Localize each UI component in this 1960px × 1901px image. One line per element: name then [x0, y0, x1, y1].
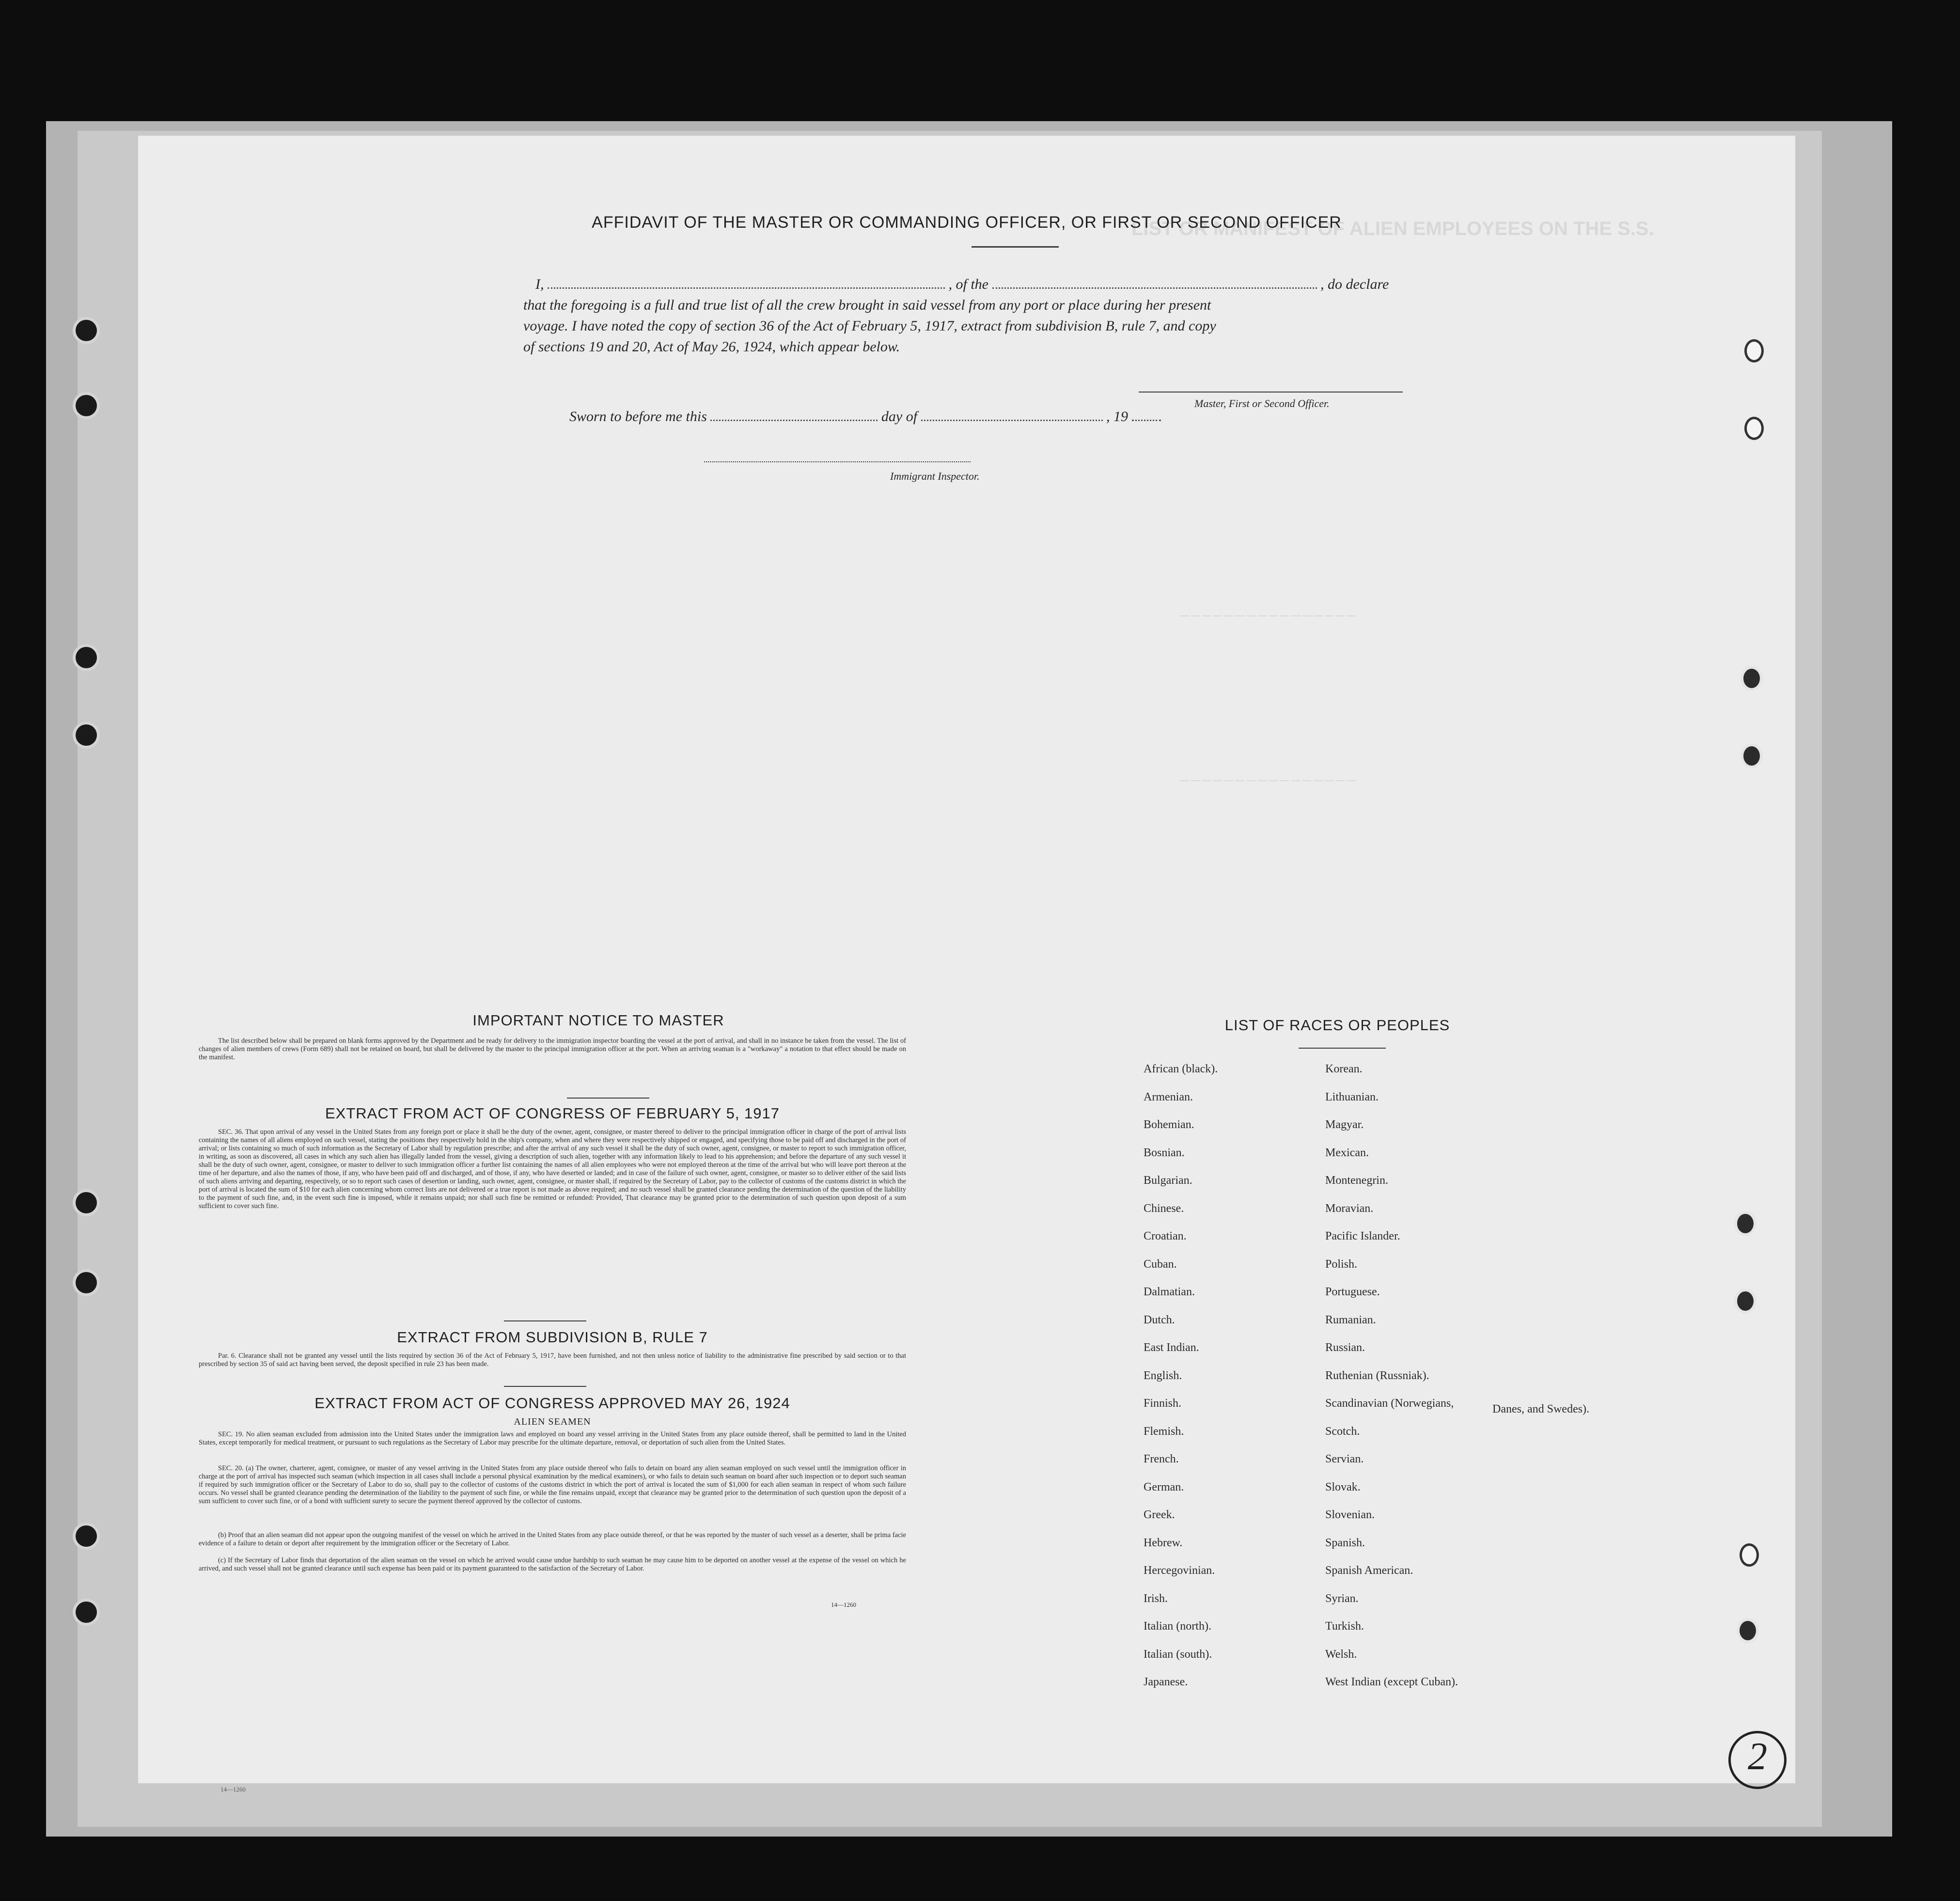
- race-item: Armenian.: [1144, 1090, 1193, 1103]
- race-item: Greek.: [1144, 1508, 1175, 1521]
- punch-hole: [1737, 1291, 1754, 1311]
- race-item: Welsh.: [1325, 1648, 1357, 1661]
- race-item: Japanese.: [1144, 1676, 1188, 1688]
- race-item: Finnish.: [1144, 1397, 1182, 1410]
- title-rule: [972, 246, 1059, 248]
- declarant-name-field[interactable]: [548, 283, 945, 289]
- punch-hole: [1737, 1214, 1754, 1233]
- sworn-line: [569, 408, 1161, 425]
- of-the-label: , of the: [948, 276, 988, 292]
- race-item: East Indian.: [1144, 1341, 1199, 1354]
- extract-rule7-text: Par. 6. Clearance shall not be granted any vessel until the lists required by section 36 of the Act of February 5, 1917, have been furnished, and not then unless notice of liability to the administrative fine prescribed by said section or to that prescribed by section 35 of said act having been served, the deposit specified in rule 23 has been made.: [199, 1352, 906, 1368]
- race-item: Rumanian.: [1325, 1313, 1376, 1326]
- extract-rule7-title: EXTRACT FROM SUBDIVISION B, RULE 7: [397, 1329, 708, 1346]
- vessel-field[interactable]: [992, 283, 1317, 289]
- race-item: Korean.: [1325, 1063, 1363, 1075]
- race-item: English.: [1144, 1369, 1182, 1382]
- section-rule: [504, 1386, 586, 1387]
- master-signature-line[interactable]: [1139, 392, 1403, 393]
- race-item: German.: [1144, 1480, 1184, 1493]
- punch-hole: [1743, 746, 1760, 766]
- affidavit-title: AFFIDAVIT OF THE MASTER OR COMMANDING OFFICER, OR FIRST OR SECOND OFFICER: [592, 213, 1342, 232]
- race-item: Portuguese.: [1325, 1286, 1380, 1298]
- race-item: Slovenian.: [1325, 1508, 1375, 1521]
- race-item: Bosnian.: [1144, 1146, 1185, 1159]
- race-item: Russian.: [1325, 1341, 1365, 1354]
- do-declare-label: , do declare: [1320, 276, 1389, 292]
- extract-1917-text: SEC. 36. That upon arrival of any vessel in the United States from any foreign port or place it shall be the duty of the owner, agent, consignee, or master thereof to deliver to the principal immigration officer in charge of the port of arrival lists containing the names of all aliens employed on such vessel, stating the positions they respectively hold in the ship's company, when and where they were respectively shipped or engaged, and specifying those to be paid off and discharged in the port of arrival; or lists containing so much of such information as the Secretary of Labor shall by regulation prescribe; and after the arrival of any such vessel it shall be the duty of such owner, agent, consignee, or master to report to such immigration officer, in writing, as soon as discovered, all cases in which any such alien has illegally landed from the vessel, giving a description of such alien, together with any information likely to lead to his apprehension; and before the departure of any such vessel it shall be the duty of such owner, agent, consignee, or master to deliver to such immigration officer a further list containing the names of all alien employees who were not employed thereon at the time of the arrival but who will leave port thereon at the time of her departure, and also the names of those, if any, who have been paid off and discharged, and of those, if any, who have deserted or landed; and in case of the failure of such owner, agent, consignee, or master so to deliver either of the said lists of such aliens arriving and departing, respectively, or so to report such cases of desertion or landing, such owner, agent, consignee, or master shall, if required by the Secretary of Labor, pay to the collector of customs of the customs district in which the port of arrival is located the sum of $10 for each alien concerning whom correct lists are not delivered or a true report is not made as above required; and no such vessel shall be granted clearance pending the determination of the question of the liability to the payment of such fine, and, in the event such fine is imposed, while it remains unpaid; nor shall such fine be remitted or refunded: Provided, That clearance may be granted prior to the determination of such question upon deposit of a sum sufficient to cover such fine.: [199, 1128, 906, 1210]
- declaration-line: [535, 276, 1568, 293]
- race-item: Montenegrin.: [1325, 1174, 1388, 1187]
- punch-hole: [1743, 669, 1760, 688]
- binder-hole: [76, 1272, 97, 1293]
- declarant-prefix: I,: [535, 276, 544, 292]
- inspector-label: Immigrant Inspector.: [890, 470, 980, 482]
- race-item: Italian (south).: [1144, 1648, 1212, 1661]
- race-item: Scandinavian (Norwegians,: [1325, 1397, 1454, 1410]
- race-item: Moravian.: [1325, 1202, 1374, 1215]
- race-item: West Indian (except Cuban).: [1325, 1676, 1458, 1688]
- binder-hole: [76, 724, 97, 746]
- race-item: Turkish.: [1325, 1620, 1364, 1633]
- race-item: Pacific Islander.: [1325, 1230, 1400, 1242]
- race-item: Polish.: [1325, 1257, 1358, 1271]
- race-item: Dalmatian.: [1144, 1286, 1195, 1298]
- inspector-signature-line[interactable]: [704, 461, 971, 462]
- binder-hole: [76, 320, 97, 341]
- race-item: African (black).: [1144, 1063, 1218, 1075]
- form-number: 14—1260: [831, 1601, 856, 1608]
- affidavit-body-line: of sections 19 and 20, Act of May 26, 1924, which appear below.: [523, 339, 900, 355]
- section-rule: [567, 1098, 649, 1099]
- race-item: Hercegovinian.: [1144, 1564, 1215, 1577]
- race-item: Lithuanian.: [1325, 1090, 1379, 1103]
- race-item: Spanish.: [1325, 1536, 1365, 1549]
- race-item: Syrian.: [1325, 1592, 1359, 1605]
- alien-seamen-subtitle: ALIEN SEAMEN: [514, 1416, 591, 1427]
- document-page: [138, 136, 1795, 1783]
- race-item: Irish.: [1144, 1592, 1168, 1605]
- race-item: French.: [1144, 1453, 1179, 1465]
- race-item: Dutch.: [1144, 1313, 1175, 1326]
- race-item: Italian (north).: [1144, 1620, 1211, 1633]
- race-item: Bohemian.: [1144, 1118, 1194, 1131]
- binder-hole: [76, 1602, 97, 1623]
- master-signature-label: Master, First or Second Officer.: [1194, 397, 1330, 409]
- race-item: Spanish American.: [1325, 1564, 1413, 1577]
- extract-1924-para: SEC. 19. No alien seaman excluded from admission into the United States under the immigration laws and employed on board any vessel arriving in the United States from any place outside thereof, shall be permitted to land in the United States, except temporarily for medical treatment, or pursuant to such regulations as the Secretary of Labor may prescribe for the ultimate departure, removal, or deportation of such alien from the United States.: [199, 1430, 906, 1446]
- races-title: LIST OF RACES OR PEOPLES: [1224, 1017, 1450, 1034]
- race-item: Servian.: [1325, 1453, 1364, 1465]
- affidavit-body-line: voyage. I have noted the copy of section 36 of the Act of February 5, 1917, extract from subdivision B, rule 7, and copy: [523, 318, 1216, 334]
- race-item: Bulgarian.: [1144, 1174, 1192, 1187]
- notice-text: The list described below shall be prepared on blank forms approved by the Department and be ready for delivery to the immigration inspector boarding the vessel at the port of arrival, and shall in no instance be taken from the vessel. The list of changes of alien members of crews (Form 689) shall not be retained on board, but shall be delivered by the master to the principal immigration officer at the port. When an arriving seaman is a "workaway" a notation to that effect should be made on the manifest.: [199, 1037, 906, 1061]
- notice-title: IMPORTANT NOTICE TO MASTER: [472, 1012, 724, 1029]
- sworn-year-field[interactable]: [1132, 416, 1161, 421]
- sworn-month-field[interactable]: [921, 416, 1103, 421]
- binder-hole: [76, 1192, 97, 1213]
- page-number: 2: [1748, 1735, 1767, 1778]
- punch-hole: [1740, 1621, 1756, 1640]
- binder-hole: [76, 1525, 97, 1547]
- sworn-label: Sworn to before me this: [569, 408, 707, 424]
- sworn-day-field[interactable]: [710, 416, 878, 421]
- race-item: Magyar.: [1325, 1118, 1364, 1131]
- bleed-through-text: — — — — — — — — — — — — — — — —: [1180, 611, 1356, 620]
- race-item-continuation: Danes, and Swedes).: [1492, 1403, 1589, 1415]
- extract-1924-title: EXTRACT FROM ACT OF CONGRESS APPROVED MAY 26, 1924: [314, 1395, 790, 1412]
- section-rule: [504, 1320, 586, 1321]
- race-item: Scotch.: [1325, 1425, 1360, 1438]
- race-item: Flemish.: [1144, 1425, 1184, 1438]
- bottom-form-number: 14—1260: [220, 1786, 246, 1793]
- extract-1924-para: (b) Proof that an alien seaman did not appear upon the outgoing manifest of the vessel on which he arrived in the United States from any place outside thereof, or that he was reported by the master of such vessel as a deserter, shall be prima facie evidence of a failure to detain or deport after requirement by the immigration officer or the Secretary of Labor.: [199, 1531, 906, 1547]
- race-item: Chinese.: [1144, 1202, 1184, 1215]
- punch-hole: [1744, 339, 1764, 362]
- race-item: Mexican.: [1325, 1146, 1369, 1159]
- extract-1917-title: EXTRACT FROM ACT OF CONGRESS OF FEBRUARY 5, 1917: [325, 1105, 780, 1122]
- punch-hole: [1740, 1543, 1759, 1567]
- race-item: Slovak.: [1325, 1480, 1361, 1493]
- year-prefix: , 19: [1106, 408, 1129, 424]
- race-item: Croatian.: [1144, 1230, 1187, 1242]
- race-item: Hebrew.: [1144, 1536, 1183, 1549]
- races-title-rule: [1299, 1048, 1386, 1049]
- binder-hole: [76, 395, 97, 416]
- binder-hole: [76, 647, 97, 668]
- race-item: Ruthenian (Russniak).: [1325, 1369, 1429, 1382]
- bleed-through-text: LIST OR MANIFEST OF ALIEN EMPLOYEES ON THE S.S.: [1131, 218, 1654, 239]
- extract-1924-para: SEC. 20. (a) The owner, charterer, agent, consignee, or master of any vessel arriving in the United States from any place outside thereof who fails to detain on board any alien seaman employed on such vessel until the immigration officer in charge at the port of arrival has inspected such seaman (which inspection in all cases shall include a personal physical examination by the medical examiners), or who fails to detain such seaman on board after such inspection or to deport such seaman if required by such immigration officer or the Secretary of Labor to do so, shall pay to the collector of customs of the customs district in which the port of arrival is located the sum of $1,000 for each alien seaman in respect of whom such failure occurs. No vessel shall be granted clearance pending the determination of the liability to the payment of such fine, or while the fine remains unpaid, except that clearance may be granted prior to the determination of such question upon the deposit of a sum sufficient to cover such fine, or of a bond with sufficient surety to secure the payment thereof approved by the collector of customs.: [199, 1464, 906, 1505]
- bleed-through-text: — — — — — — — — — — — — — — — —: [1180, 775, 1356, 785]
- race-item: Cuban.: [1144, 1257, 1177, 1271]
- day-of-label: day of: [881, 408, 918, 424]
- punch-hole: [1744, 417, 1764, 440]
- extract-1924-para: (c) If the Secretary of Labor finds that deportation of the alien seaman on the vessel on which he arrived would cause undue hardship to such seaman he may cause him to be deported on another vessel at the expense of the vessel on which he arrived, and such vessel shall not be granted clearance until such expense has been paid or its payment guaranteed to the satisfaction of the Secretary of Labor.: [199, 1556, 906, 1572]
- affidavit-body-line: that the foregoing is a full and true list of all the crew brought in said vessel from any port or place during her present: [523, 297, 1211, 313]
